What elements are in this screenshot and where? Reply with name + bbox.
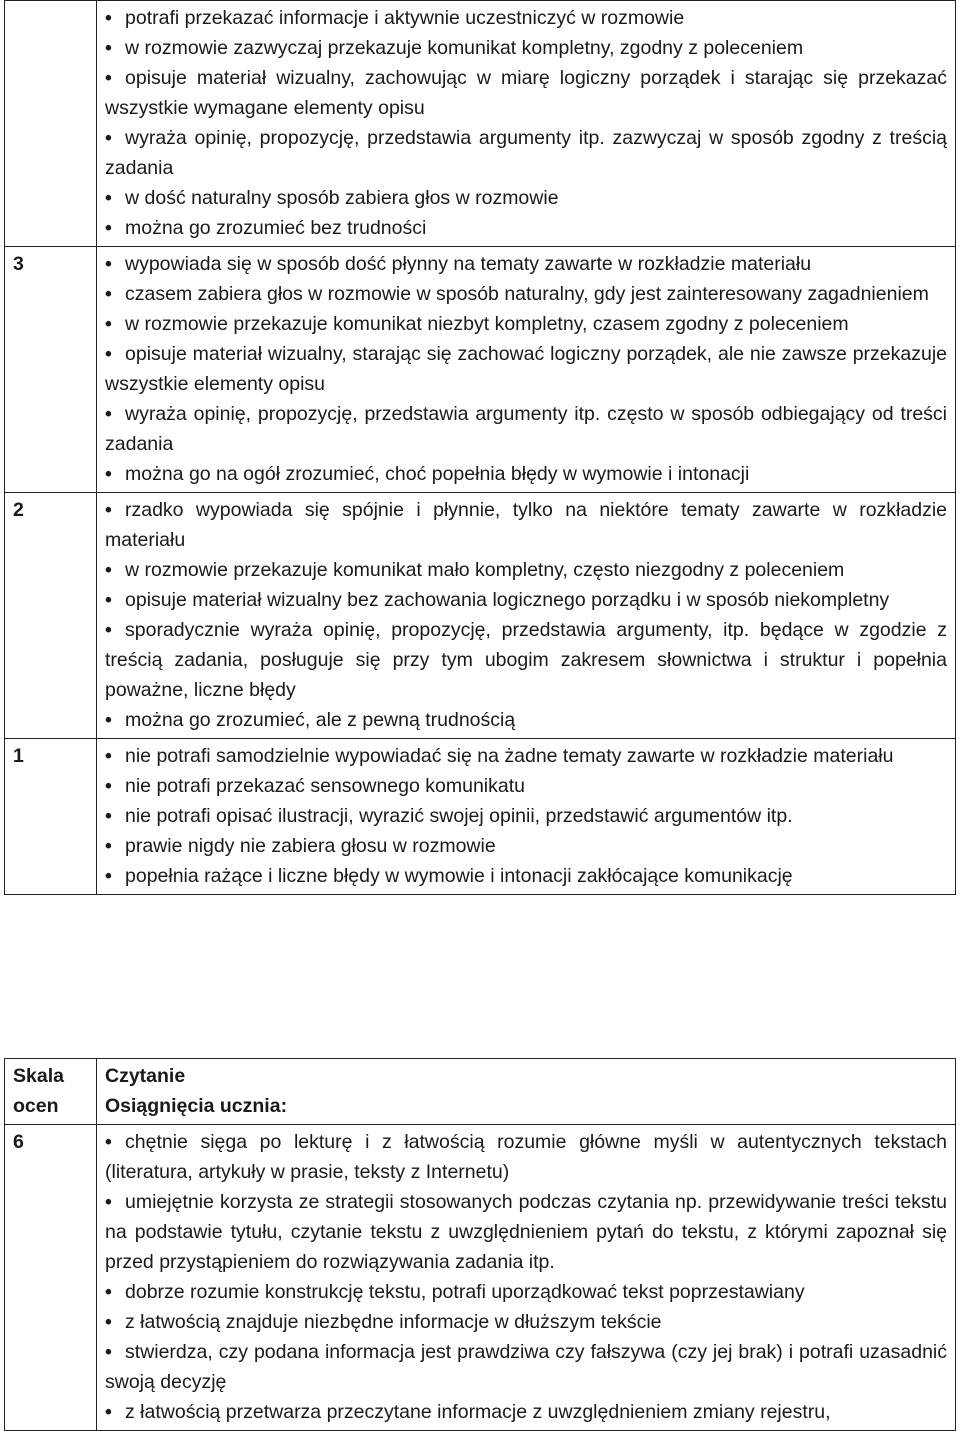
descriptor-item <box>105 459 947 489</box>
descriptor-item <box>105 801 947 831</box>
descriptor-item <box>105 249 947 279</box>
reading-rubric-table <box>4 1058 956 1431</box>
descriptor-item <box>105 1307 947 1337</box>
score-value: 3 <box>13 253 24 275</box>
bullet-icon: • <box>105 343 112 365</box>
descriptor-text: z łatwością znajduje niezbędne informacje w dłuższym tekście <box>125 1311 662 1333</box>
descriptor-item <box>105 1127 947 1187</box>
bullet-icon: • <box>105 1341 112 1363</box>
descriptor-text: popełnia rażące i liczne błędy w wymowie i intonacji zakłócające komunikację <box>125 865 793 887</box>
descriptor-text: dobrze rozumie konstrukcję tekstu, potrafi uporządkować tekst poprzestawiany <box>125 1281 805 1303</box>
descriptor-text: nie potrafi opisać ilustracji, wyrazić swojej opinii, przedstawić argumentów itp. <box>125 805 793 827</box>
descriptor-text: rzadko wypowiada się spójnie i płynnie, tylko na niektóre tematy zawarte w rozkładzie materiału <box>105 499 947 551</box>
rubric-row <box>5 247 956 493</box>
bullet-icon: • <box>105 775 112 797</box>
descriptor-cell <box>97 1 956 247</box>
bullet-icon: • <box>105 745 112 767</box>
descriptor-item <box>105 1187 947 1277</box>
bullet-icon: • <box>105 7 112 29</box>
descriptor-item <box>105 831 947 861</box>
descriptor-text: chętnie sięga po lekturę i z łatwością rozumie główne myśli w autentycznych tekstach (literatura, artykuły w prasie, teksty z Internetu) <box>105 1131 947 1183</box>
descriptor-item <box>105 3 947 33</box>
bullet-icon: • <box>105 589 112 611</box>
score-value: 1 <box>13 745 24 767</box>
section-subtitle: Osiągnięcia ucznia: <box>105 1095 288 1117</box>
rubric-header-row <box>5 1059 956 1125</box>
speaking-rubric-table <box>4 0 956 895</box>
descriptor-text: stwierdza, czy podana informacja jest prawdziwa czy fałszywa (czy jej brak) i potrafi uzasadnić swoją decyzję <box>105 1341 947 1393</box>
bullet-icon: • <box>105 253 112 275</box>
descriptor-cell <box>97 739 956 895</box>
descriptor-item <box>105 1277 947 1307</box>
score-cell <box>5 247 97 493</box>
bullet-icon: • <box>105 217 112 239</box>
score-cell <box>5 1 97 247</box>
descriptor-text: nie potrafi przekazać sensownego komunikatu <box>125 775 525 797</box>
score-value: 6 <box>13 1131 24 1153</box>
descriptor-text: w rozmowie zazwyczaj przekazuje komunikat kompletny, zgodny z poleceniem <box>125 37 804 59</box>
descriptor-item <box>105 585 947 615</box>
descriptor-text: sporadycznie wyraża opinię, propozycję, przedstawia argumenty, itp. będące w zgodzie z treścią zadania, posługuje się przy tym ubogim zakresem słownictwa i struktur i popełnia poważne, liczne błędy <box>105 619 947 701</box>
descriptor-text: w rozmowie przekazuje komunikat mało kompletny, często niezgodny z poleceniem <box>125 559 845 581</box>
rubric-row <box>5 1125 956 1431</box>
bullet-icon: • <box>105 709 112 731</box>
bullet-icon: • <box>105 1281 112 1303</box>
bullet-icon: • <box>105 67 112 89</box>
bullet-icon: • <box>105 463 112 485</box>
descriptor-text: opisuje materiał wizualny bez zachowania logicznego porządku i w sposób niekompletny <box>125 589 890 611</box>
descriptor-text: wyraża opinię, propozycję, przedstawia argumenty itp. zazwyczaj w sposób zgodny z treścią zadania <box>105 127 947 179</box>
bullet-icon: • <box>105 283 112 305</box>
score-value: 2 <box>13 499 24 521</box>
score-cell <box>5 739 97 895</box>
descriptor-text: można go zrozumieć bez trudności <box>125 217 427 239</box>
descriptor-cell <box>97 493 956 739</box>
descriptor-text: w dość naturalny sposób zabiera głos w rozmowie <box>125 187 559 209</box>
bullet-icon: • <box>105 805 112 827</box>
descriptor-item <box>105 1337 947 1397</box>
bullet-icon: • <box>105 619 112 641</box>
descriptor-item <box>105 771 947 801</box>
descriptor-item <box>105 1397 947 1427</box>
rubric-row <box>5 493 956 739</box>
bullet-icon: • <box>105 865 112 887</box>
bullet-icon: • <box>105 1401 112 1423</box>
descriptor-item <box>105 741 947 771</box>
descriptor-item <box>105 339 947 399</box>
descriptor-text: czasem zabiera głos w rozmowie w sposób naturalny, gdy jest zainteresowany zagadnieniem <box>125 283 929 305</box>
descriptor-text: umiejętnie korzysta ze strategii stosowanych podczas czytania np. przewidywanie treści tekstu na podstawie tytułu, czytanie tekstu z uwzględnieniem pytań do tekstu, z którymi zapoznał się przed przystąpieniem do rozwiązywania zadania itp. <box>105 1191 947 1273</box>
bullet-icon: • <box>105 313 112 335</box>
bullet-icon: • <box>105 1131 112 1153</box>
descriptor-item <box>105 399 947 459</box>
descriptor-item <box>105 615 947 705</box>
descriptor-item <box>105 183 947 213</box>
bullet-icon: • <box>105 559 112 581</box>
score-cell <box>5 1125 97 1431</box>
rubric-row <box>5 739 956 895</box>
descriptor-text: wypowiada się w sposób dość płynny na tematy zawarte w rozkładzie materiału <box>125 253 812 275</box>
descriptor-text: z łatwością przetwarza przeczytane informacje z uwzględnieniem zmiany rejestru, <box>125 1401 831 1423</box>
descriptor-item <box>105 309 947 339</box>
section-title: Czytanie <box>105 1065 186 1087</box>
bullet-icon: • <box>105 1311 112 1333</box>
descriptor-text: opisuje materiał wizualny, starając się zachować logiczny porządek, ale nie zawsze przekazuje wszystkie elementy opisu <box>105 343 947 395</box>
score-cell <box>5 493 97 739</box>
bullet-icon: • <box>105 403 112 425</box>
bullet-icon: • <box>105 127 112 149</box>
descriptor-item <box>105 279 947 309</box>
scale-label-text: Skala ocen <box>13 1065 64 1117</box>
descriptor-item <box>105 63 947 123</box>
descriptor-text: opisuje materiał wizualny, zachowując w miarę logiczny porządek i starając się przekazać wszystkie wymagane elementy opisu <box>105 67 947 119</box>
bullet-icon: • <box>105 835 112 857</box>
descriptor-item <box>105 213 947 243</box>
scale-label <box>5 1059 97 1125</box>
descriptor-text: można go zrozumieć, ale z pewną trudnością <box>125 709 516 731</box>
descriptor-item <box>105 123 947 183</box>
descriptor-cell <box>97 1125 956 1431</box>
descriptor-text: można go na ogół zrozumieć, choć popełnia błędy w wymowie i intonacji <box>125 463 750 485</box>
bullet-icon: • <box>105 499 112 521</box>
descriptor-text: wyraża opinię, propozycję, przedstawia argumenty itp. często w sposób odbiegający od treści zadania <box>105 403 947 455</box>
rubric-row <box>5 1 956 247</box>
descriptor-text: w rozmowie przekazuje komunikat niezbyt kompletny, czasem zgodny z poleceniem <box>125 313 849 335</box>
descriptor-item <box>105 705 947 735</box>
descriptor-item <box>105 555 947 585</box>
bullet-icon: • <box>105 1191 112 1213</box>
descriptor-text: potrafi przekazać informacje i aktywnie uczestniczyć w rozmowie <box>125 7 685 29</box>
bullet-icon: • <box>105 37 112 59</box>
bullet-icon: • <box>105 187 112 209</box>
section-header <box>97 1059 956 1125</box>
descriptor-item <box>105 495 947 555</box>
descriptor-text: prawie nigdy nie zabiera głosu w rozmowie <box>125 835 496 857</box>
descriptor-cell <box>97 247 956 493</box>
descriptor-item <box>105 33 947 63</box>
descriptor-item <box>105 861 947 891</box>
descriptor-text: nie potrafi samodzielnie wypowiadać się na żadne tematy zawarte w rozkładzie materiału <box>125 745 894 767</box>
